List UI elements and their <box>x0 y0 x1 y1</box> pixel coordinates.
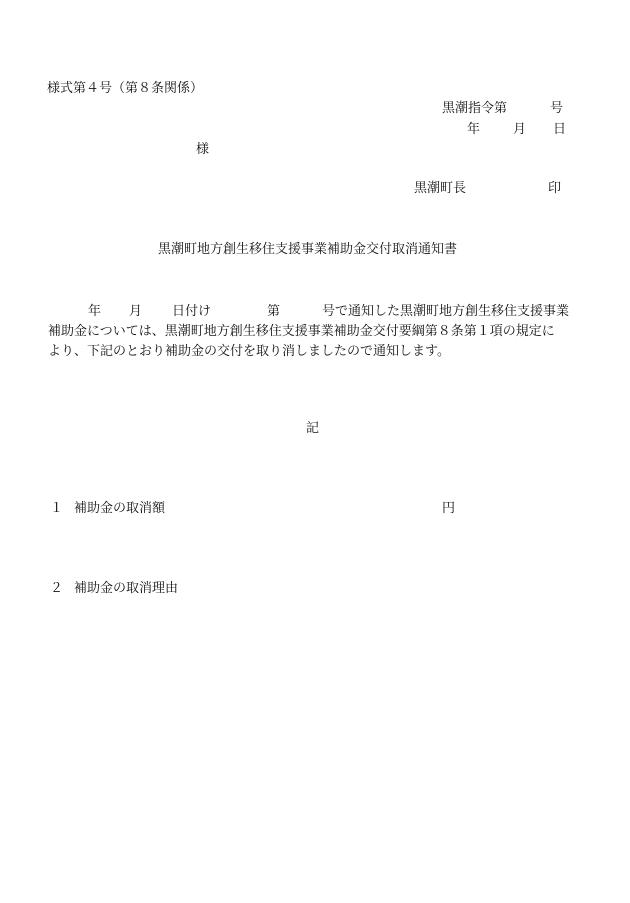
body-line-1 <box>48 302 588 322</box>
seal-mark: 印 <box>548 181 562 196</box>
form-number: 様式第４号（第８条関係） <box>47 81 204 96</box>
date-day-label: 日 <box>553 122 567 137</box>
ki-heading: 記 <box>306 421 320 436</box>
item-number: １ <box>50 501 64 516</box>
body-month-label: 月 <box>129 304 143 319</box>
item-label: 補助金の取消理由 <box>74 581 179 596</box>
issuer-title: 黒潮町長 <box>414 181 467 196</box>
notice-number-suffix: 号 <box>550 101 564 116</box>
issuer <box>414 182 561 195</box>
date-month-label: 月 <box>513 122 527 137</box>
body-paragraph <box>48 302 588 362</box>
item-number: ２ <box>50 581 64 596</box>
addressee-suffix: 様 <box>196 142 210 157</box>
item-cancel-amount <box>50 502 165 515</box>
body-year-label: 年 <box>88 304 102 319</box>
body-date-label: 日付け <box>172 304 212 319</box>
notice-number <box>442 102 563 115</box>
body-line-2: 補助金については、黒潮町地方創生移住支援事業補助金交付要綱第８条第１項の規定に <box>48 324 555 339</box>
body-line-3: より、下記のとおり補助金の交付を取り消しましたので通知します。 <box>48 344 450 359</box>
body-line-1-rest: 号で通知した黒潮町地方創生移住支援事業 <box>322 304 570 319</box>
item-cancel-reason <box>50 582 178 595</box>
yen-unit: 円 <box>442 501 456 516</box>
date-year-label: 年 <box>467 122 481 137</box>
notice-number-prefix: 黒潮指令第 <box>442 101 508 116</box>
notice-date <box>467 123 566 136</box>
document-title: 黒潮町地方創生移住支援事業補助金交付取消通知書 <box>158 242 458 257</box>
item-label: 補助金の取消額 <box>74 501 166 516</box>
body-number-label: 第 <box>267 304 281 319</box>
